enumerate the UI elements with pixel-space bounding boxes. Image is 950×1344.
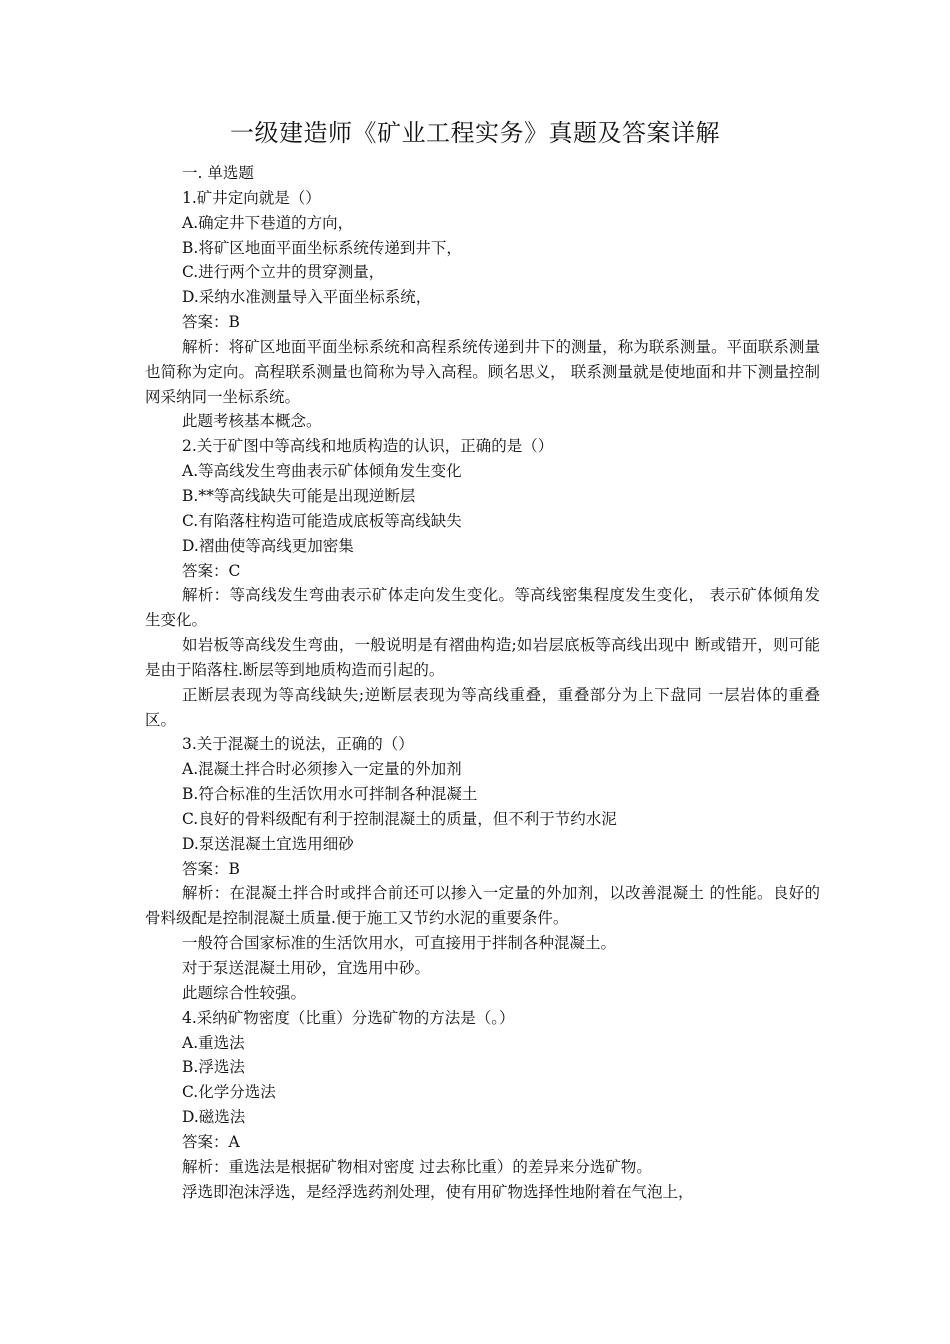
analysis-paragraph: 解析：重选法是根据矿物相对密度 过去称比重）的差异来分选矿物。 [182, 1157, 652, 1176]
option-b: B.**等高线缺失可能是出现逆断层 [182, 486, 416, 505]
option-b: B.将矿区地面平面坐标系统传递到井下， [182, 238, 462, 257]
answer-line: 答案：B [182, 313, 240, 332]
question-stem: 1.矿井定向就是（） [182, 188, 321, 207]
option-c: C.良好的骨料级配有利于控制混凝土的质量，但不利于节约水泥 [182, 809, 617, 828]
option-b: B.符合标准的生活饮用水可拌制各种混凝土 [182, 785, 478, 804]
option-a: A.重选法 [182, 1033, 245, 1052]
analysis-paragraph: 此题综合性较强。 [182, 983, 307, 1002]
option-b: B.浮选法 [182, 1058, 245, 1077]
analysis-paragraph: 正断层表现为等高线缺失;逆断层表现为等高线重叠，重叠部分为上下盘同 一层岩体的重叠区。 [145, 685, 820, 729]
document-title: 一级建造师《矿业工程实务》真题及答案详解 [230, 119, 720, 147]
option-c: C.有陷落柱构造可能造成底板等高线缺失 [182, 511, 462, 530]
analysis-paragraph: 浮选即泡沫浮选，是经浮选药剂处理，使有用矿物选择性地附着在气泡上， [182, 1182, 694, 1201]
analysis-paragraph: 解析：在混凝土拌合时或拌合前还可以掺入一定量的外加剂，以改善混凝土 的性能。良好的骨料级配是控制混凝土质量.便于施工又节约水泥的重要条件。 [145, 884, 820, 928]
analysis-paragraph: 一般符合国家标准的生活饮用水，可直接用于拌制各种混凝土。 [182, 934, 617, 953]
option-a: A.等高线发生弯曲表示矿体倾角发生变化 [182, 462, 462, 481]
option-a: A.混凝土拌合时必须掺入一定量的外加剂 [182, 760, 462, 779]
option-d: D.采纳水准测量导入平面坐标系统， [182, 288, 432, 307]
analysis-paragraph: 如岩板等高线发生弯曲，一般说明是有褶曲构造;如岩层底板等高线出现中 断或错开，则可能是由于陷落柱.断层等到地质构造而引起的。 [145, 636, 820, 679]
option-c: C.进行两个立井的贯穿测量， [182, 263, 385, 282]
analysis-paragraph: 解析：等高线发生弯曲表示矿体走向发生变化。等高线密集程度发生变化， 表示矿体倾角发生变化。 [145, 586, 820, 630]
question-stem: 3.关于混凝土的说法，正确的（） [182, 735, 414, 754]
option-d: D.褶曲使等高线更加密集 [182, 536, 354, 555]
analysis-paragraph: 解析：将矿区地面平面坐标系统和高程系统传递到井下的测量，称为联系测量。平面联系测量也简称为定向。高程联系测量也简称为导入高程。顾名思义， 联系测量就是使地面和井下测量控制网采纳同一坐标系统。 [145, 337, 820, 406]
analysis-paragraph: 此题考核基本概念。 [182, 412, 322, 431]
section-heading: 一. 单选题 [182, 164, 254, 182]
analysis-paragraph: 对于泵送混凝土用砂，宜选用中砂。 [182, 959, 431, 977]
answer-line: 答案：B [182, 859, 240, 878]
answer-line: 答案：C [182, 561, 241, 580]
question-stem: 2.关于矿图中等高线和地质构造的认识，正确的是（） [182, 437, 554, 456]
option-c: C.化学分选法 [182, 1083, 276, 1102]
answer-line: 答案：A [182, 1132, 240, 1151]
question-stem: 4.采纳矿物密度（比重）分选矿物的方法是（。） [182, 1008, 515, 1027]
option-d: D.磁选法 [182, 1108, 246, 1127]
document-body [145, 161, 820, 1204]
option-a: A.确定井下巷道的方向， [182, 213, 354, 232]
option-d: D.泵送混凝土宜选用细砂 [182, 834, 354, 853]
